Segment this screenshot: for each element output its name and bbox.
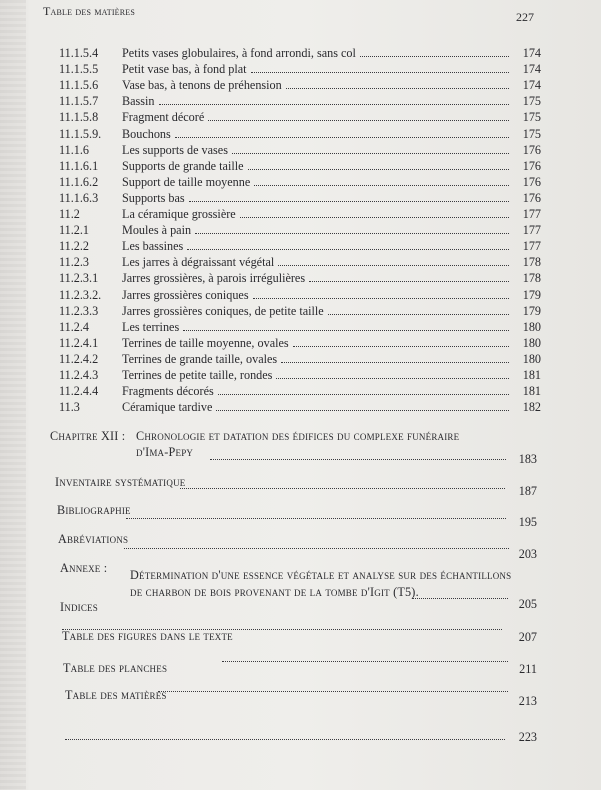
chapter-12-title-line1: Chronologie et datation des édifices du complexe funéraire	[136, 429, 460, 443]
matieres-page: 223	[518, 730, 537, 744]
toc-entry-page: 174	[522, 46, 541, 60]
toc-entry-page: 176	[522, 158, 541, 173]
toc-entry-number: 11.2.4	[59, 319, 90, 334]
chapter-12-leader	[210, 459, 506, 460]
toc-entry	[0, 303, 601, 319]
toc-entry-page: 180	[522, 335, 541, 350]
toc-entry-leader-row	[122, 158, 509, 174]
toc-entry-leader-row	[122, 383, 509, 399]
toc-entry-title: Les jarres à dégraissant végétal	[122, 255, 275, 270]
toc-entry-number: 11.1.6.2	[59, 174, 99, 189]
toc-entry-leader-row	[122, 222, 509, 238]
toc-entry-page: 180	[522, 351, 541, 366]
planches-label: Table des planches	[63, 661, 168, 675]
toc-entry-title: Terrines de taille moyenne, ovales	[122, 335, 289, 350]
toc-entry-title: Terrines de grande taille, ovales	[122, 351, 278, 366]
toc-entry-number: 11.2.4.1	[59, 335, 99, 350]
toc-entry-dot-leader	[208, 109, 509, 121]
toc-entry-number: 11.2.3.3	[59, 303, 99, 318]
toc-entry-title: Fragments décorés	[122, 384, 214, 399]
toc-entry-title: Les bassines	[122, 239, 184, 254]
toc-entry-page: 175	[522, 126, 541, 141]
annexe-page: 205	[518, 597, 537, 611]
toc-entry-number: 11.1.6.3	[59, 190, 99, 205]
running-header-page-number: 227	[516, 10, 534, 24]
inventaire-page: 187	[518, 484, 537, 498]
toc-entry	[0, 399, 601, 415]
toc-entry	[0, 351, 601, 367]
toc-entry-leader-row	[122, 206, 509, 222]
toc-entry-title: Céramique tardive	[122, 400, 213, 415]
toc-entry-page: 174	[522, 62, 541, 77]
toc-entry-number: 11.2.3.2.	[59, 287, 102, 302]
toc-entry-title: Fragment décoré	[122, 110, 205, 125]
toc-entry	[0, 367, 601, 383]
toc-entry-leader-row	[122, 45, 509, 61]
toc-entry-dot-leader	[251, 61, 509, 73]
chapter-12-label: Chapitre XII :	[50, 429, 126, 443]
toc-entry	[0, 287, 601, 303]
abreviations-leader	[124, 548, 509, 549]
toc-entry-leader-row	[122, 126, 509, 142]
toc-entry-dot-leader	[183, 319, 509, 331]
toc-entry-dot-leader	[248, 158, 509, 170]
toc-entry-page: 181	[522, 384, 541, 399]
figures-label: Table des figures dans le texte	[62, 629, 233, 643]
toc-entry-leader-row	[122, 238, 509, 254]
toc-entry-number: 11.1.5.5	[59, 62, 99, 77]
toc-entry-leader-row	[122, 303, 509, 319]
toc-entry-number: 11.2	[59, 207, 80, 221]
toc-entry-leader-row	[122, 287, 509, 303]
figures-page: 211	[519, 662, 537, 676]
toc-entry-dot-leader	[293, 335, 509, 347]
toc-entry-number: 11.1.5.8	[59, 110, 99, 125]
toc-entry-dot-leader	[278, 254, 509, 266]
toc-entry-dot-leader	[276, 367, 509, 379]
matieres-label: Table des matières	[65, 688, 167, 702]
toc-entry-title: Supports bas	[122, 190, 185, 205]
toc-entry-leader-row	[122, 93, 509, 109]
toc-entry-number: 11.3	[59, 400, 80, 415]
toc-entry	[0, 238, 601, 254]
toc-entry	[0, 126, 601, 142]
inventaire-label: Inventaire systématique	[55, 475, 186, 489]
toc-entry-title: Jarres grossières, à parois irrégulières	[122, 271, 306, 286]
inventaire-leader	[180, 488, 505, 489]
toc-entry-dot-leader	[218, 383, 509, 395]
toc-entry-title: Jarres grossières coniques, de petite taille	[122, 303, 324, 318]
toc-entry-number: 11.2.3	[59, 255, 90, 270]
toc-entry-page: 176	[522, 174, 541, 189]
toc-entry-page: 176	[522, 190, 541, 205]
toc-entry-leader-row	[122, 190, 509, 206]
toc-entry-title: Jarres grossières coniques	[122, 287, 249, 302]
figures-leader	[222, 661, 508, 662]
chapter-12-page: 183	[518, 452, 537, 466]
toc-entry	[0, 270, 601, 286]
abreviations-label: Abréviations	[58, 532, 129, 546]
toc-entry-leader-row	[122, 270, 509, 286]
bibliographie-page: 195	[518, 515, 537, 529]
toc-entry-dot-leader	[286, 77, 509, 89]
toc-entry-leader-row	[122, 335, 509, 351]
toc-entry	[0, 174, 601, 190]
toc-entry-leader-row	[122, 174, 509, 190]
toc-entry	[0, 335, 601, 351]
toc-entry-page: 177	[522, 207, 541, 221]
bibliographie-label: Bibliographie	[57, 503, 131, 517]
toc-entry-leader-row	[122, 367, 509, 383]
toc-entry-leader-row	[122, 109, 509, 125]
toc-entry-dot-leader	[159, 93, 509, 105]
toc-entry	[0, 254, 601, 270]
toc-entry-dot-leader	[253, 287, 509, 299]
toc-entry-dot-leader	[187, 238, 509, 250]
toc-entry-dot-leader	[195, 222, 509, 234]
toc-entry	[0, 158, 601, 174]
toc-entry-page: 175	[522, 94, 541, 109]
toc-entry-dot-leader	[360, 45, 509, 57]
toc-entry-title: Petits vases globulaires, à fond arrondi, sans col	[122, 46, 356, 60]
toc-entry-title: Les supports de vases	[122, 142, 228, 157]
annexe-line2: de charbon de bois provenant de la tombe d'Igit (T5).	[130, 585, 419, 599]
toc-entry-title: Petit vase bas, à fond plat	[122, 62, 247, 77]
toc-entry-dot-leader	[189, 190, 509, 202]
toc-entry	[0, 93, 601, 109]
chapter-12-title-line2: d'Ima-Pepy	[136, 445, 194, 459]
toc-entry-dot-leader	[328, 303, 509, 315]
toc-entry-number: 11.2.4.4	[59, 384, 99, 399]
running-header-title: Table des matières	[43, 4, 136, 18]
toc-entry-leader-row	[122, 319, 509, 335]
matieres-leader	[65, 739, 505, 740]
toc-entry-dot-leader	[309, 270, 509, 282]
toc-entry-number: 11.1.5.6	[59, 78, 99, 93]
toc-entry-dot-leader	[175, 126, 509, 138]
toc-entry-number: 11.1.6	[59, 142, 90, 157]
toc-entry	[0, 206, 601, 222]
planches-page: 213	[518, 694, 537, 708]
toc-entry-title: Moules à pain	[122, 223, 192, 238]
toc-entry-leader-row	[122, 399, 509, 415]
bibliographie-leader	[126, 518, 506, 519]
toc-entry-dot-leader	[216, 399, 509, 411]
toc-entry	[0, 222, 601, 238]
toc-entry	[0, 142, 601, 158]
toc-entry-number: 11.2.2	[59, 239, 90, 254]
toc-entry	[0, 383, 601, 399]
toc-entry	[0, 109, 601, 125]
toc-entry	[0, 77, 601, 93]
annexe-label: Annexe :	[60, 561, 108, 575]
toc-entry	[0, 190, 601, 206]
toc-entry-title: Support de taille moyenne	[122, 174, 251, 189]
toc-entry-page: 178	[522, 271, 541, 286]
toc-entry-number: 11.2.1	[59, 223, 90, 238]
toc-entry-title: La céramique grossière	[122, 207, 236, 221]
toc-entry	[0, 45, 601, 61]
toc-entry-title: Supports de grande taille	[122, 158, 244, 173]
toc-entry-page: 177	[522, 223, 541, 238]
annexe-line1: Détermination d'une essence végétale et analyse sur des échantillons	[130, 568, 512, 582]
indices-page: 207	[518, 630, 537, 644]
annexe-leader	[412, 598, 508, 599]
toc-entry-title: Bassin	[122, 94, 155, 109]
toc-entry	[0, 61, 601, 77]
toc-entry-number: 11.2.3.1	[59, 271, 99, 286]
toc-entry-page: 179	[522, 287, 541, 302]
toc-entry-page: 177	[522, 239, 541, 254]
toc-entry-title: Vase bas, à tenons de préhension	[122, 78, 282, 93]
toc-entry-page: 176	[522, 142, 541, 157]
toc-entry-leader-row	[122, 254, 509, 270]
toc-entry-page: 182	[522, 400, 541, 415]
toc-entry-leader-row	[122, 61, 509, 77]
toc-entry-leader-row	[122, 77, 509, 93]
toc-entry-page: 178	[522, 255, 541, 270]
toc-entry-number: 11.1.5.9.	[59, 126, 102, 141]
toc-entry-number: 11.2.4.2	[59, 351, 99, 366]
toc-entry-dot-leader	[281, 351, 509, 363]
planches-leader	[158, 691, 508, 692]
toc-entry-dot-leader	[240, 206, 509, 218]
toc-entry-number: 11.1.5.7	[59, 94, 99, 109]
toc-entry-title: Terrines de petite taille, rondes	[122, 368, 273, 382]
toc-entry-page: 181	[522, 368, 541, 382]
toc-entry-dot-leader	[254, 174, 509, 186]
toc-entry-leader-row	[122, 142, 509, 158]
toc-entry-page: 175	[522, 110, 541, 125]
abreviations-page: 203	[518, 547, 537, 561]
toc-entry	[0, 319, 601, 335]
toc-entry-page: 174	[522, 78, 541, 93]
toc-entry-page: 179	[522, 303, 541, 318]
toc-entry-number: 11.1.6.1	[59, 158, 99, 173]
toc-entry-title: Les terrines	[122, 319, 180, 334]
toc-entry-page: 180	[522, 319, 541, 334]
toc-entry-number: 11.1.5.4	[59, 46, 99, 60]
toc-entry-leader-row	[122, 351, 509, 367]
toc-entry-number: 11.2.4.3	[59, 368, 99, 382]
toc-entry-dot-leader	[232, 142, 509, 154]
toc-entry-title: Bouchons	[122, 126, 171, 141]
indices-label: Indices	[60, 600, 98, 614]
